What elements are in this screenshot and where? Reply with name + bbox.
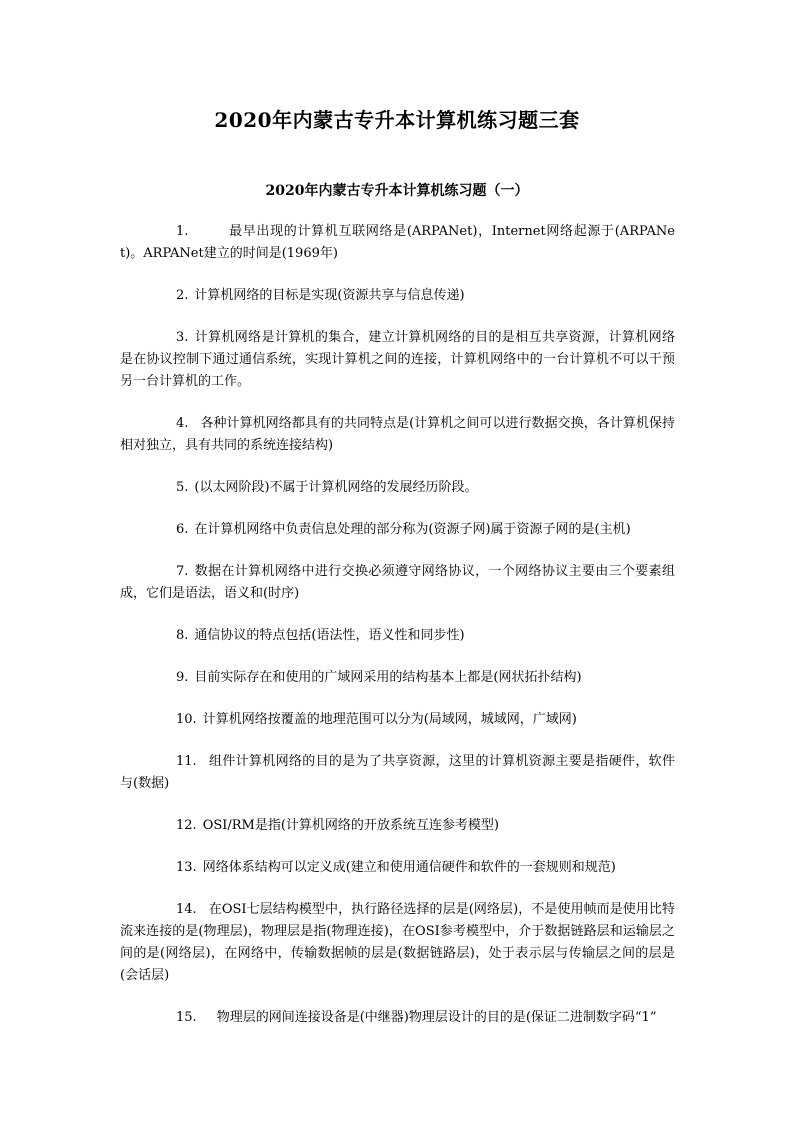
question-text: 物理层的网间连接设备是(中继器)物理层设计的目的是(保证二进制数字码“1” (216, 1010, 657, 1025)
question-item (120, 327, 675, 393)
question-text: 最早出现的计算机互联网络是(ARPANet)，Internet网络起源于(ARPANet)。ARPANet建立的时间是(1969年) (120, 224, 675, 261)
question-number: 3. (176, 330, 189, 345)
question-text: 各种计算机网络都具有的共同特点是(计算机之间可以进行数据交换，各计算机保持相对独立，具有共同的系统连接结构) (120, 416, 675, 453)
section-title: 2020年内蒙古专升本计算机练习题（一） (265, 183, 529, 199)
question-list (120, 221, 675, 1049)
question-number: 9. (176, 670, 189, 685)
question-number: 11. (176, 754, 197, 769)
question-number: 1. (176, 224, 189, 239)
question-item (120, 625, 675, 647)
question-item (120, 709, 675, 731)
question-text: 网络体系结构可以定义成(建立和使用通信硬件和软件的一套规则和规范) (202, 860, 616, 875)
question-number: 12. (176, 818, 197, 833)
question-item (120, 1007, 675, 1029)
question-text: 在OSI七层结构模型中，执行路径选择的层是(网络层)，不是使用帧而是使用比特流来连接的是(物理层)，物理层是指(物理连接)，在OSI参考模型中，介于数据链路层和运输层之间的是(网络层)，在网络中，传输数据帧的层是(数据链路层)，处于表示层与传输层之间的层是(会话层) (120, 902, 675, 983)
question-item (120, 751, 675, 795)
question-number: 4. (176, 416, 189, 431)
question-text: 在计算机网络中负责信息处理的部分称为(资源子网)属于资源子网的是(主机) (194, 522, 631, 537)
question-text: 计算机网络的目标是实现(资源共享与信息传递) (194, 288, 465, 303)
question-item (120, 667, 675, 689)
question-item (120, 857, 675, 879)
question-item (120, 519, 675, 541)
question-item (120, 221, 675, 265)
question-text: 数据在计算机网络中进行交换必须遵守网络协议，一个网络协议主要由三个要素组成，它们是语法，语义和(时序) (120, 564, 675, 601)
question-number: 13. (176, 860, 197, 875)
question-text: 计算机网络按覆盖的地理范围可以分为(局域网，城域网，广域网) (202, 712, 577, 727)
question-number: 2. (176, 288, 189, 303)
question-text: (以太网阶段)不属于计算机网络的发展经历阶段。 (194, 480, 478, 495)
question-text: 计算机网络是计算机的集合，建立计算机网络的目的是相互共享资源，计算机网络是在协议控制下通过通信系统，实现计算机之间的连接，计算机网络中的一台计算机不可以干预另一台计算机的工作。 (120, 330, 675, 389)
question-number: 6. (176, 522, 189, 537)
question-item (120, 477, 675, 499)
question-item (120, 413, 675, 457)
question-number: 8. (176, 628, 189, 643)
question-number: 7. (176, 564, 189, 579)
question-item (120, 561, 675, 605)
question-text: 组件计算机网络的目的是为了共享资源，这里的计算机资源主要是指硬件，软件与(数据) (120, 754, 675, 791)
question-item (120, 899, 675, 987)
question-text: 通信协议的特点包括(语法性，语义性和同步性) (194, 628, 465, 643)
question-text: 目前实际存在和使用的广域网采用的结构基本上都是(网状拓扑结构) (194, 670, 582, 685)
question-number: 5. (176, 480, 189, 495)
document-title: 2020年内蒙古专升本计算机练习题三套 (214, 108, 580, 132)
question-number: 10. (176, 712, 197, 727)
question-number: 14. (176, 902, 197, 917)
question-item (120, 815, 675, 837)
question-item (120, 285, 675, 307)
question-number: 15. (176, 1010, 197, 1025)
question-text: OSI/RM是指(计算机网络的开放系统互连参考模型) (202, 818, 500, 833)
